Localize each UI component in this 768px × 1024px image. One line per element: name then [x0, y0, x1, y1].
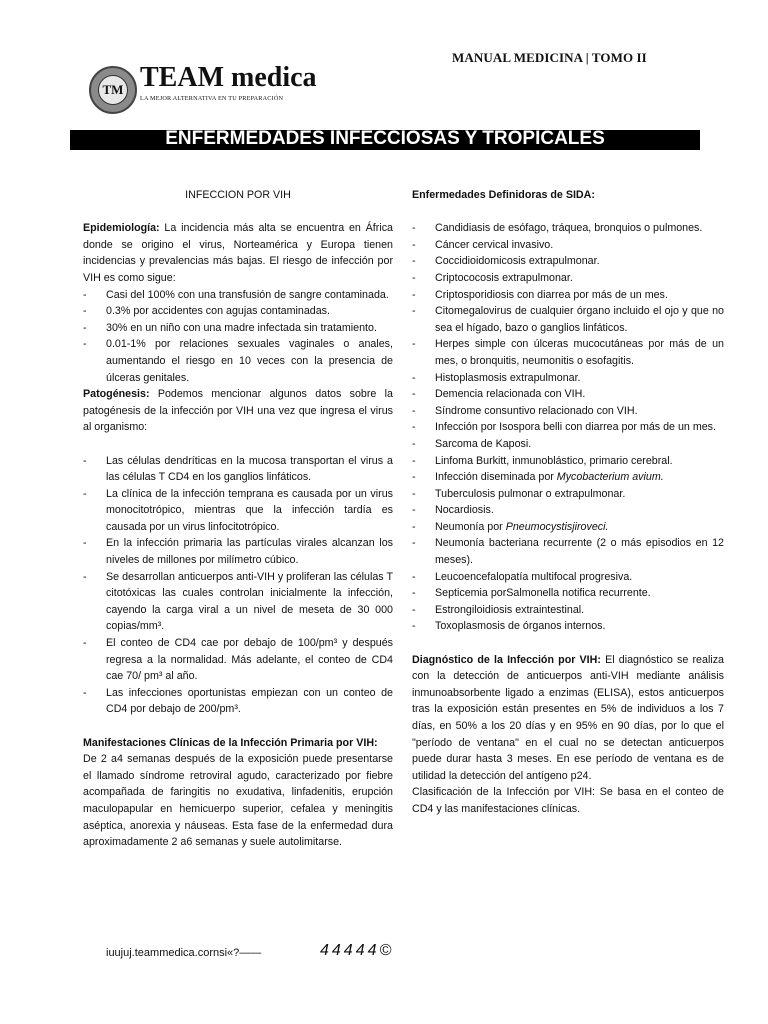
list-item: - Linfoma Burkitt, inmunoblástico, primario cerebral.	[412, 453, 724, 470]
list-item: - Herpes simple con úlceras mucocutáneas por más de un mes, o bronquitis, neumonitis o esofagitis.	[412, 336, 724, 369]
epidemiologia-text: La incidencia más alta se encuentra en África donde se origino el virus, Norteamérica y Europa tienen incidencias y prevalencias más bajas. El riesgo de infección por VIH es como sigue:	[83, 222, 393, 284]
list-item	[412, 519, 724, 536]
list-item: - Tuberculosis pulmonar o extrapulmonar.	[412, 486, 724, 503]
manual-title: MANUAL MEDICINA | TOMO II	[452, 50, 647, 65]
list-item: - Demencia relacionada con VIH.	[412, 386, 724, 403]
list-item: - La clínica de la infección temprana es causada por un virus monocitotrópico, mientras que la infección tardía es causada por un virus linfocitotrópico.	[83, 486, 393, 536]
manifestaciones-title: Manifestaciones Clínicas de la Infección Primaria por VIH:	[83, 736, 378, 749]
list-item: - Toxoplasmosis de órganos internos.	[412, 618, 724, 635]
list-item: - Criptosporidiosis con diarrea por más de un mes.	[412, 287, 724, 304]
vih-title: INFECCION POR VIH	[185, 189, 291, 201]
diagnostico-label: Diagnóstico de la Infección por VIH:	[412, 653, 601, 666]
list-item: - Histoplasmosis extrapulmonar.	[412, 370, 724, 387]
footer-url: iuujuj.teammedica.cornsi«?——	[106, 947, 262, 959]
epidemiologia-label: Epidemiología:	[83, 222, 160, 235]
brand-name: TEAM medica	[140, 62, 317, 93]
list-item: - El conteo de CD4 cae por debajo de 100/pm³ y después regresa a la normalidad. Más adelante, el conteo de CD4 cae 70/ pm³ al año.	[83, 635, 393, 685]
left-column	[83, 187, 393, 851]
risk-list	[83, 287, 393, 387]
clasificacion-paragraph: Clasificación de la Infección por VIH: Se basa en el conteo de CD4 y las manifestaciones clínicas.	[412, 786, 724, 815]
pneumocystis-italic: Pneumocystisjiroveci.	[505, 520, 609, 533]
mycobacterium-italic: Mycobacterium avium.	[556, 471, 664, 484]
list-item: - Cáncer cervical invasivo.	[412, 237, 724, 254]
patogenesis-label: Patogénesis:	[83, 388, 150, 401]
right-column	[412, 187, 724, 818]
list-item: - 0.01-1% por relaciones sexuales vaginales o anales, aumentando el riesgo en 10 veces con la presencia de úlceras genitales.	[83, 336, 393, 386]
diagnostico-text: El diagnóstico se realiza con la detección de anticuerpos anti-VIH mediante análisis inmunoabsorbente ligado a enzimas (ELISA), estos anticuerpos tras la exposición están presentes en 5% de individuos a los 7 días, en 50% a los 20 días y en 95% en 90 días, por lo que el "período de ventana" en el cual no se detectan anticuerpos puede durar hasta 3 meses. En ese período de ventana es de utilidad la detección del antígeno p24.	[412, 653, 724, 782]
list-item-text: Neumonía por	[435, 520, 506, 533]
epidemiologia-paragraph	[83, 220, 393, 286]
list-item: - Estrongiloidiosis extraintestinal.	[412, 602, 724, 619]
list-item: - Las células dendríticas en la mucosa transportan el virus a las células T CD4 en los ganglios linfáticos.	[83, 453, 393, 486]
diagnostico-paragraph	[412, 652, 724, 785]
list-item: - Citomegalovirus de cualquier órgano incluido el ojo y que no sea el hígado, bazo o ganglios linfáticos.	[412, 303, 724, 336]
list-item: - 0.3% por accidentes con agujas contaminadas.	[83, 303, 393, 320]
list-item	[412, 469, 724, 486]
list-item: - Infección por Isospora belli con diarrea por más de un mes.	[412, 419, 724, 436]
list-item-text: Infección diseminada por	[435, 471, 557, 484]
list-item: - En la infección primaria las partículas virales alcanzan los niveles de millones por milímetro cúbico.	[83, 535, 393, 568]
list-item: - Sarcoma de Kaposi.	[412, 436, 724, 453]
patogenesis-paragraph	[83, 386, 393, 436]
list-item: - Neumonía bacteriana recurrente (2 o más episodios en 12 meses).	[412, 535, 724, 568]
list-item: - Septicemia porSalmonella notifica recurrente.	[412, 585, 724, 602]
brand-tagline: LA MEJOR ALTERNATIVA EN TU PREPARACIÓN	[140, 95, 284, 102]
list-item: - Criptococosis extrapulmonar.	[412, 270, 724, 287]
list-item: - Casi del 100% con una transfusión de sangre contaminada.	[83, 287, 393, 304]
section-banner-title: ENFERMEDADES INFECCIOSAS Y TROPICALES	[165, 128, 605, 149]
list-item: - Leucoencefalopatía multifocal progresiva.	[412, 569, 724, 586]
list-item: - Síndrome consuntivo relacionado con VIH.	[412, 403, 724, 420]
patogenesis-text: Podemos mencionar algunos datos sobre la patogénesis de la infección por VIH una vez que ingresa el virus al organismo:	[83, 388, 393, 434]
patogenesis-list	[83, 453, 393, 719]
team-medica-logo	[89, 66, 137, 114]
list-item: - 30% en un niño con una madre infectada sin tratamiento.	[83, 320, 393, 337]
sida-title: Enfermedades Definidoras de SIDA:	[412, 189, 595, 201]
list-item: - Se desarrollan anticuerpos anti-VIH y proliferan las células T citotóxicas las cuales controlan inicialmente la infección, cayendo la carga viral a un nivel de meseta de 30 000 copias/mm³.	[83, 569, 393, 635]
list-item: - Nocardiosis.	[412, 502, 724, 519]
list-item: - Coccidioidomicosis extrapulmonar.	[412, 253, 724, 270]
footer-page-number: 44444©	[320, 942, 395, 959]
manifestaciones-text: De 2 a4 semanas después de la exposición puede presentarse el llamado síndrome retroviral agudo, caracterizado por fiebre acompañada de faringitis no exudativa, linfadenitis, erupción maculopapular en hemicuerpo superior, cefalea y meningitis aséptica, anorexia y náuseas. Esta fase de la enfermedad dura aproximadamente 2 a6 semanas y suele autolimitarse.	[83, 753, 393, 849]
list-item: - Candidiasis de esófago, tráquea, bronquios o pulmones.	[412, 220, 724, 237]
logo-mark: TM	[98, 75, 128, 105]
sida-list	[412, 220, 724, 635]
list-item: - Las infecciones oportunistas empiezan con un conteo de CD4 por debajo de 200/pm³.	[83, 685, 393, 718]
